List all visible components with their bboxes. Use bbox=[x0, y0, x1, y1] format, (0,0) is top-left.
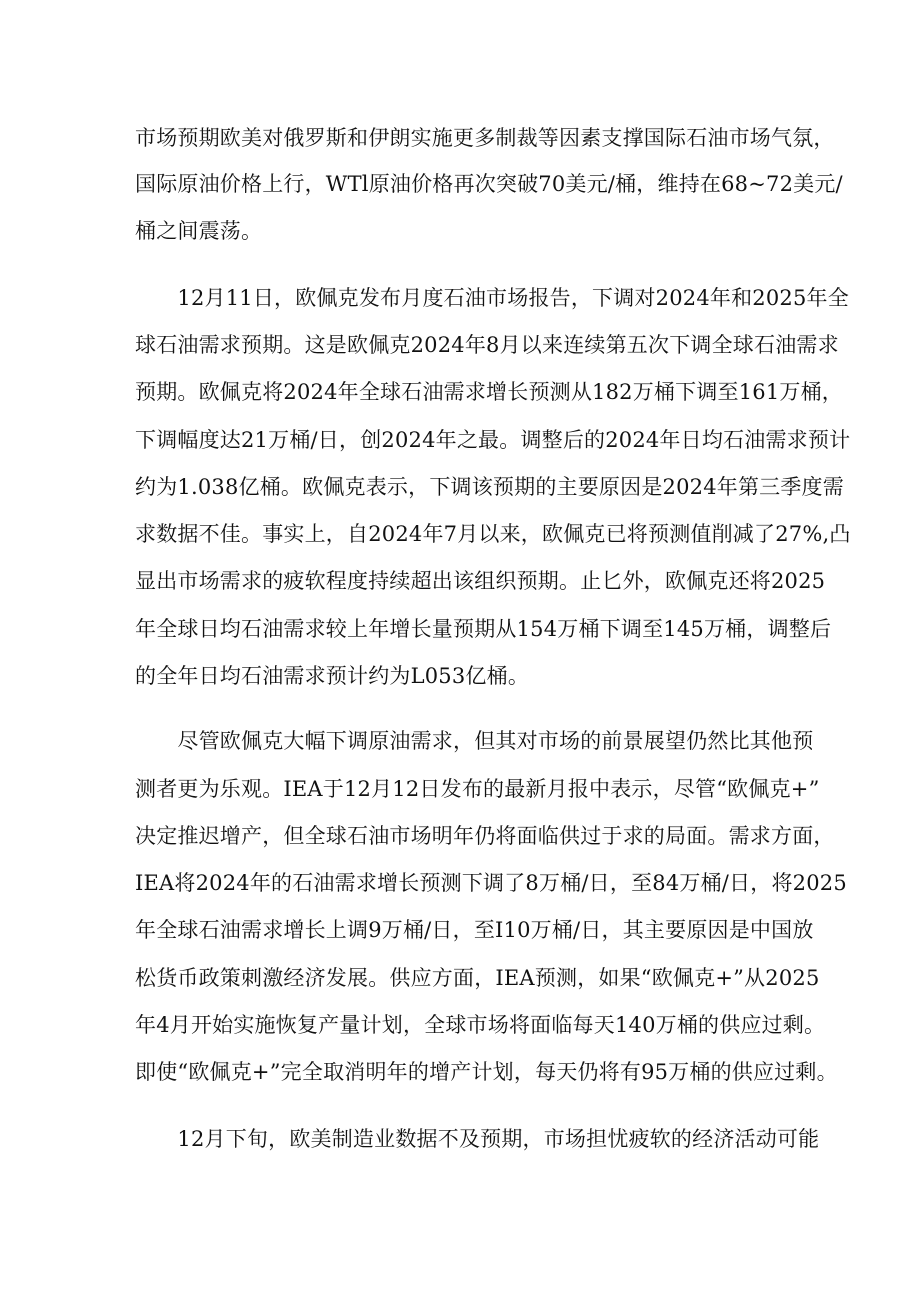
text-line: 下调幅度达21万桶/日，创2024年之最。调整后的2024年日均石油需求预计 bbox=[135, 428, 851, 452]
text-line: 年全球日均石油需求较上年增长量预期从154万桶下调至145万桶，调整后 bbox=[135, 617, 832, 641]
text-line: 求数据不佳。事实上，自2024年7月以来，欧佩克已将预测值削减了27%,凸 bbox=[135, 522, 851, 546]
text-line: 显出市场需求的疲软程度持续超出该组织预期。止匕外，欧佩克还将2025 bbox=[135, 569, 826, 593]
text-line: 决定推迟增产，但全球石油市场明年仍将面临供过于求的局面。需求方面， bbox=[135, 824, 835, 848]
text-line: 桶之间震荡。 bbox=[135, 219, 263, 243]
text-line: 测者更为乐观。IEA于12月12日发布的最新月报中表示，尽管“欧佩克+” bbox=[135, 777, 820, 801]
text-line: 约为1.038亿桶。欧佩克表示，下调该预期的主要原因是2024年第三季度需 bbox=[135, 475, 844, 499]
text-line: 12月11日，欧佩克发布月度石油市场报告，下调对2024年和2025年全 bbox=[135, 286, 849, 310]
text-line: 松货币政策刺激经济发展。供应方面，IEA预测，如果“欧佩克+”从2025 bbox=[135, 966, 820, 990]
text-line: 的全年日均石油需求预计约为L053亿桶。 bbox=[135, 664, 530, 688]
text-line: 12月下旬，欧美制造业数据不及预期，市场担忧疲软的经济活动可能 bbox=[135, 1127, 820, 1151]
text-line: 尽管欧佩克大幅下调原油需求，但其对市场的前景展望仍然比其他预 bbox=[135, 729, 814, 753]
text-line: 即使“欧佩克+”完全取消明年的增产计划，每天仍将有95万桶的供应过剩。 bbox=[135, 1060, 838, 1084]
text-line: 球石油需求预期。这是欧佩克2024年8月以来连续第五次下调全球石油需求 bbox=[135, 333, 839, 357]
text-line: 国际原油价格上行，WTl原油价格再次突破70美元/桶，维持在68~72美元/ bbox=[135, 172, 843, 196]
text-line: IEA将2024年的石油需求增长预测下调了8万桶/日，至84万桶/日，将2025 bbox=[135, 871, 847, 895]
text-line: 年全球石油需求增长上调9万桶/日，至I10万桶/日，其主要原因是中国放 bbox=[135, 918, 814, 942]
text-line: 年4月开始实施恢复产量计划，全球市场将面临每天140万桶的供应过剩。 bbox=[135, 1013, 826, 1037]
text-line: 预期。欧佩克将2024年全球石油需求增长预测从182万桶下调至161万桶， bbox=[135, 380, 844, 404]
text-line: 市场预期欧美对俄罗斯和伊朗实施更多制裁等因素支撑国际石油市场气氛， bbox=[135, 126, 835, 150]
